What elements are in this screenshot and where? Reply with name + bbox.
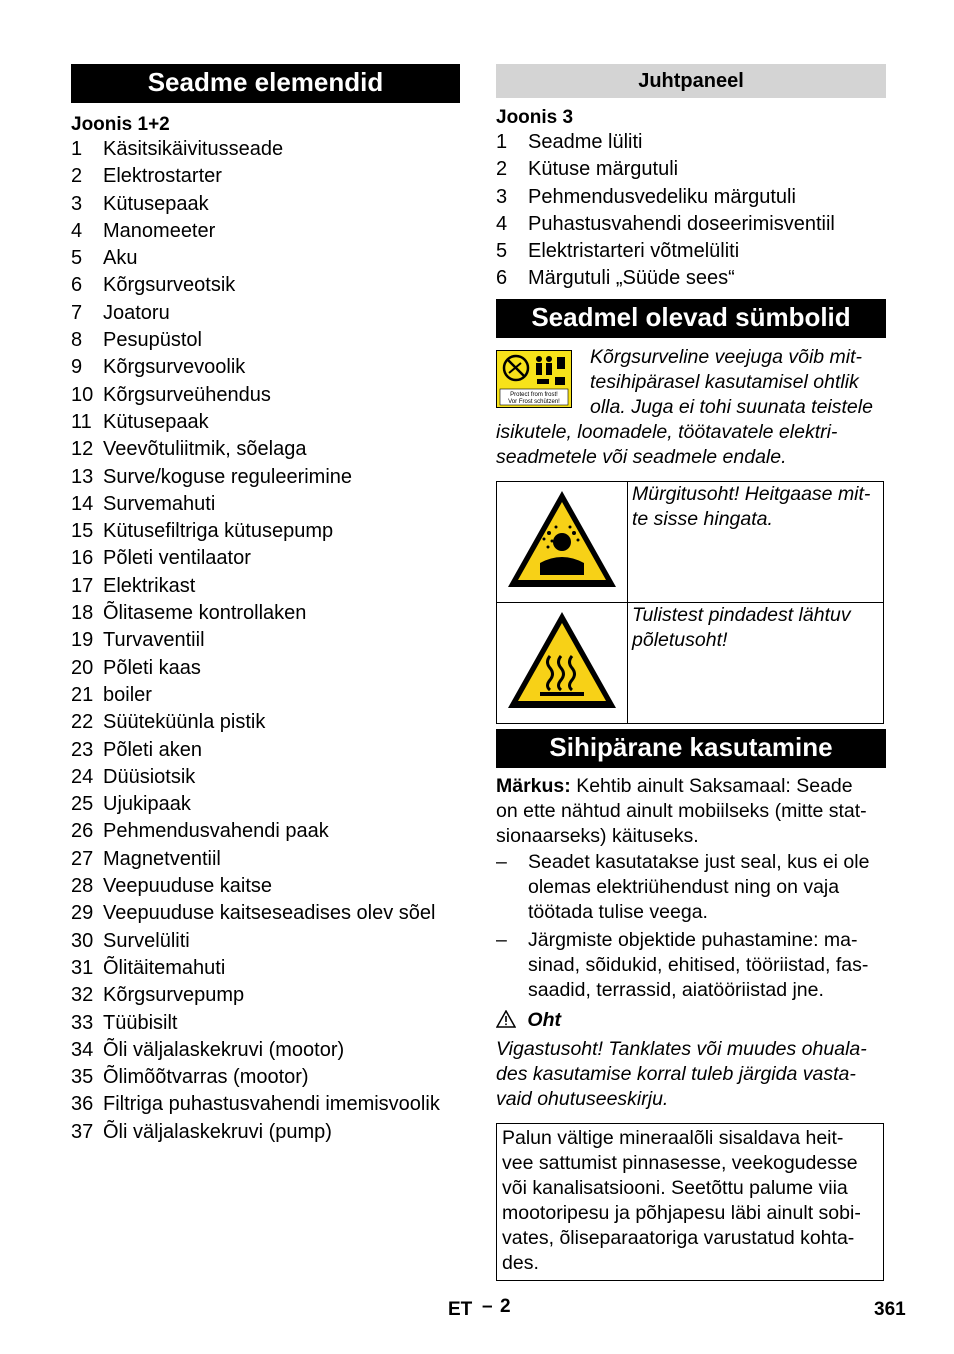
list-item [71,655,460,682]
list-item [71,245,460,272]
list-item [496,156,886,183]
list-item-number: 4 [496,212,508,235]
list-item-number: 24 [71,765,94,788]
list-item-number: 27 [71,847,94,870]
footer-language: ET [448,1299,473,1320]
list-item-text: Puhastusvahendi doseerimisventiil [528,212,835,235]
list-item-text: Pehmendusvahendi paak [103,820,329,843]
danger-label: Oht [527,1008,561,1031]
list-item [71,600,460,627]
list-item [71,709,460,736]
list-item [71,1119,460,1146]
list-item-number: 21 [71,683,94,706]
list-item-text: Süüteküünla pistik [103,711,266,734]
symbol-text-line: te sisse hingata. [632,507,773,530]
note-text: sionaarseks) käituseks. [496,824,699,847]
list-item-number: 11 [71,410,92,433]
list-item-text: Seadme lüliti [528,131,643,153]
list-item-text: Õli väljalaskekruvi (pump) [103,1120,332,1143]
list-item [71,136,460,163]
list-item-number: 19 [71,629,94,652]
footer-section: 2 [500,1296,511,1317]
box-text-line: Palun vältige mineraalõli sisaldava heit- [502,1126,844,1149]
figure-reference-3: Joonis 3 [496,107,574,128]
warning-triangle-icon [496,1010,516,1028]
list-item-text: Joatoru [103,301,170,324]
section-heading-intended-use: Sihipärane kasutamine [496,729,886,768]
list-item-number: 2 [71,165,83,188]
list-item-text: Magnetventiil [103,847,221,870]
symbol-text-line: Tulistest pindadest lähtuv [632,603,851,626]
no-spray-at-people-icon [497,351,571,407]
list-item-number: 26 [71,820,94,843]
environmental-note-box [496,1123,884,1281]
device-label-image [496,350,572,408]
list-item-number: 34 [71,1038,94,1061]
list-item-number: 37 [71,1120,94,1143]
symbol-text-line: Mürgitusoht! Heitgaase mit- [632,482,871,505]
list-item-number: 6 [496,267,508,290]
list-item-number: 22 [71,711,94,734]
list-item-number: 1 [71,138,83,160]
bullet-item [496,928,886,1003]
list-item [496,238,886,265]
list-item [496,211,886,238]
list-item-text: Kütusefiltriga kütusepump [103,520,334,543]
list-item [71,873,460,900]
list-item [71,1064,460,1091]
list-item-number: 29 [71,902,94,925]
label-frost-de: Vor Frost schützen! [508,398,560,405]
list-item-number: 12 [71,438,94,461]
device-label-block [496,345,886,473]
list-item-number: 31 [71,956,94,979]
list-item-number: 7 [71,301,83,324]
list-item-text: Kõrgsurveühendus [103,383,271,406]
list-item-number: 13 [71,465,94,488]
list-item [496,129,886,156]
label-text-line: tesihipärasel kasutamisel ohtlik [590,370,859,393]
list-item [71,382,460,409]
label-text-line: isikutele, loomadele, töötavatele elektri- [496,420,838,443]
list-item-number: 30 [71,929,94,952]
list-item [71,191,460,218]
list-item-text: Põleti ventilaator [103,547,251,570]
list-item-number: 10 [71,383,94,406]
list-item-number: 6 [71,274,83,297]
danger-text [496,1037,886,1112]
list-item-number: 28 [71,875,94,898]
list-item [71,764,460,791]
list-item-number: 1 [496,131,508,153]
list-item-number: 17 [71,574,94,597]
parts-list [71,136,460,1146]
list-item-text: Kõrgsurvevoolik [103,356,246,379]
list-item-text: Elektrostarter [103,165,222,188]
right-column [496,64,886,1281]
list-item [496,265,886,292]
symbol-text-line: põletusoht! [632,628,728,651]
section-heading-control-panel: Juhtpaneel [496,64,886,98]
danger-text-line: vaid ohutuseeskirju. [496,1087,669,1110]
list-item-number: 8 [71,329,83,352]
list-item-text: Õlitaseme kontrollaken [103,602,307,625]
list-item [71,791,460,818]
box-text-line: vee sattumist pinnasesse, veekogudesse [502,1151,858,1174]
dash-marker: – [496,928,507,951]
list-item-number: 2 [496,158,508,181]
list-item-text: Surve/koguse reguleerimine [103,465,353,488]
list-item-text: Ujukipaak [103,793,191,816]
note-paragraph [496,774,886,849]
list-item [71,518,460,545]
list-item [496,184,886,211]
list-item-number: 35 [71,1066,94,1089]
figure-reference-1-2: Joonis 1+2 [71,114,170,135]
label-text-line: Kõrgsurveline veejuga võib mit- [590,345,863,368]
list-item [71,409,460,436]
list-item [71,928,460,955]
list-item-number: 3 [71,192,83,215]
list-item-text: Käsitsikäivitusseade [103,138,284,160]
list-item [71,218,460,245]
list-item-text: Veepuuduse kaitseseadises olev sõel [103,902,436,925]
bullet-text-line: Seadet kasutatakse just seal, kus ei ole [528,850,870,873]
list-item-text: Veevõtuliitmik, sõelaga [103,438,307,461]
list-item [71,818,460,845]
list-item [71,846,460,873]
list-item [71,682,460,709]
list-item-text: Filtriga puhastusvahendi imemisvoolik [103,1093,440,1116]
list-item [71,982,460,1009]
page-number: 361 [874,1299,906,1320]
list-item-text: Õlimõõtvarras (mootor) [103,1066,309,1089]
list-item [71,900,460,927]
symbol-cell [497,602,628,723]
control-panel-list [496,129,886,293]
list-item-number: 4 [71,219,83,242]
list-item [71,627,460,654]
symbol-description [628,602,884,723]
list-item-number: 15 [71,520,94,543]
left-column [71,64,460,1146]
box-text-line: või kanalisatsiooni. Seetõttu palume viia [502,1176,848,1199]
list-item [71,1037,460,1064]
symbols-table [496,481,884,724]
list-item [71,573,460,600]
list-item-text: Survelüliti [103,929,190,952]
list-item-text: Märgutuli „Süüde sees“ [528,267,735,290]
list-item [71,354,460,381]
list-item [71,464,460,491]
list-item-number: 32 [71,984,94,1007]
list-item-text: Manomeeter [103,219,216,242]
list-item [71,272,460,299]
note-label: Märkus: [496,774,571,797]
list-item-number: 9 [71,356,83,379]
list-item-number: 14 [71,492,94,515]
list-item-text: Kõrgsurveotsik [103,274,236,297]
bullet-text-line: saadid, terrassid, aiatööriistad jne. [528,978,824,1001]
list-item-number: 25 [71,793,94,816]
list-item [71,955,460,982]
table-row [497,602,884,723]
list-item [71,737,460,764]
list-item-text: boiler [103,683,152,706]
hot-surface-warning-icon [504,608,620,712]
danger-heading [496,1008,886,1033]
list-item-text: Survemahuti [103,492,216,515]
list-item [71,1010,460,1037]
list-item-text: Kütusepaak [103,410,209,433]
list-item-text: Pehmendusvedeliku märgutuli [528,185,796,208]
bullet-text-line: töötada tulise veega. [528,900,708,923]
symbol-cell [497,481,628,602]
list-item-text: Düüsiotsik [103,765,196,788]
list-item-text: Kütuse märgutuli [528,158,679,181]
box-text-line: vates, õliseparaatoriga varustatud kohta- [502,1226,855,1249]
footer-separator: – [482,1296,493,1317]
note-text: Kehtib ainult Saksamaal: Seade [570,774,853,797]
label-text-line: seadmetele või seadmele endale. [496,445,787,468]
list-item-text: Turvaventiil [103,629,205,652]
bullet-item [496,850,886,925]
list-item-number: 16 [71,547,94,570]
bullet-text-line: Järgmiste objektide puhastamine: ma- [528,928,858,951]
danger-text-line: des kasutamise korral tuleb järgida vasta- [496,1062,856,1085]
list-item-number: 36 [71,1093,94,1116]
bullet-text-line: sinad, sõidukid, ehitised, tööriistad, fas- [528,953,869,976]
list-item-number: 33 [71,1011,94,1034]
list-item-text: Õlitäitemahuti [103,956,226,979]
box-text-line: des. [502,1251,539,1274]
list-item-number: 18 [71,602,94,625]
list-item [71,300,460,327]
list-item-text: Elektrikast [103,574,196,597]
list-item-text: Kõrgsurvepump [103,984,245,1007]
toxic-fumes-warning-icon [504,487,620,591]
list-item-text: Aku [103,247,138,270]
list-item [71,163,460,190]
list-item-number: 20 [71,656,94,679]
list-item-text: Tüübisilt [103,1011,178,1034]
bullet-text-line: olemas elektriühendust ning on vaja [528,875,840,898]
dash-marker: – [496,850,507,873]
list-item [71,491,460,518]
label-frost-en: Protect from frost! [510,391,558,398]
section-heading-symbols: Seadmel olevad sümbolid [496,299,886,338]
note-text: on ette nähtud ainult mobiilseks (mitte stat- [496,799,867,822]
list-item-text: Põleti kaas [103,656,201,679]
list-item-text: Veepuuduse kaitse [103,875,273,898]
symbol-description [628,481,884,602]
list-item-number: 5 [496,240,508,263]
list-item-text: Pesupüstol [103,329,202,352]
list-item [71,1091,460,1118]
list-item [71,327,460,354]
list-item-number: 3 [496,185,508,208]
label-text-line: olla. Juga ei tohi suunata teistele [590,395,873,418]
list-item-number: 5 [71,247,83,270]
list-item-number: 23 [71,738,94,761]
list-item-text: Kütusepaak [103,192,209,215]
list-item-text: Õli väljalaskekruvi (mootor) [103,1038,345,1061]
box-text-line: mootoripesu ja põhjapesu läbi ainult sobi- [502,1201,861,1224]
danger-text-line: Vigastusoht! Tanklates või muudes ohuala- [496,1037,867,1060]
list-item [71,436,460,463]
list-item-text: Elektristarteri võtmelüliti [528,240,740,263]
section-heading-elements: Seadme elemendid [71,64,460,103]
list-item-text: Põleti aken [103,738,202,761]
table-row [497,481,884,602]
list-item [71,545,460,572]
